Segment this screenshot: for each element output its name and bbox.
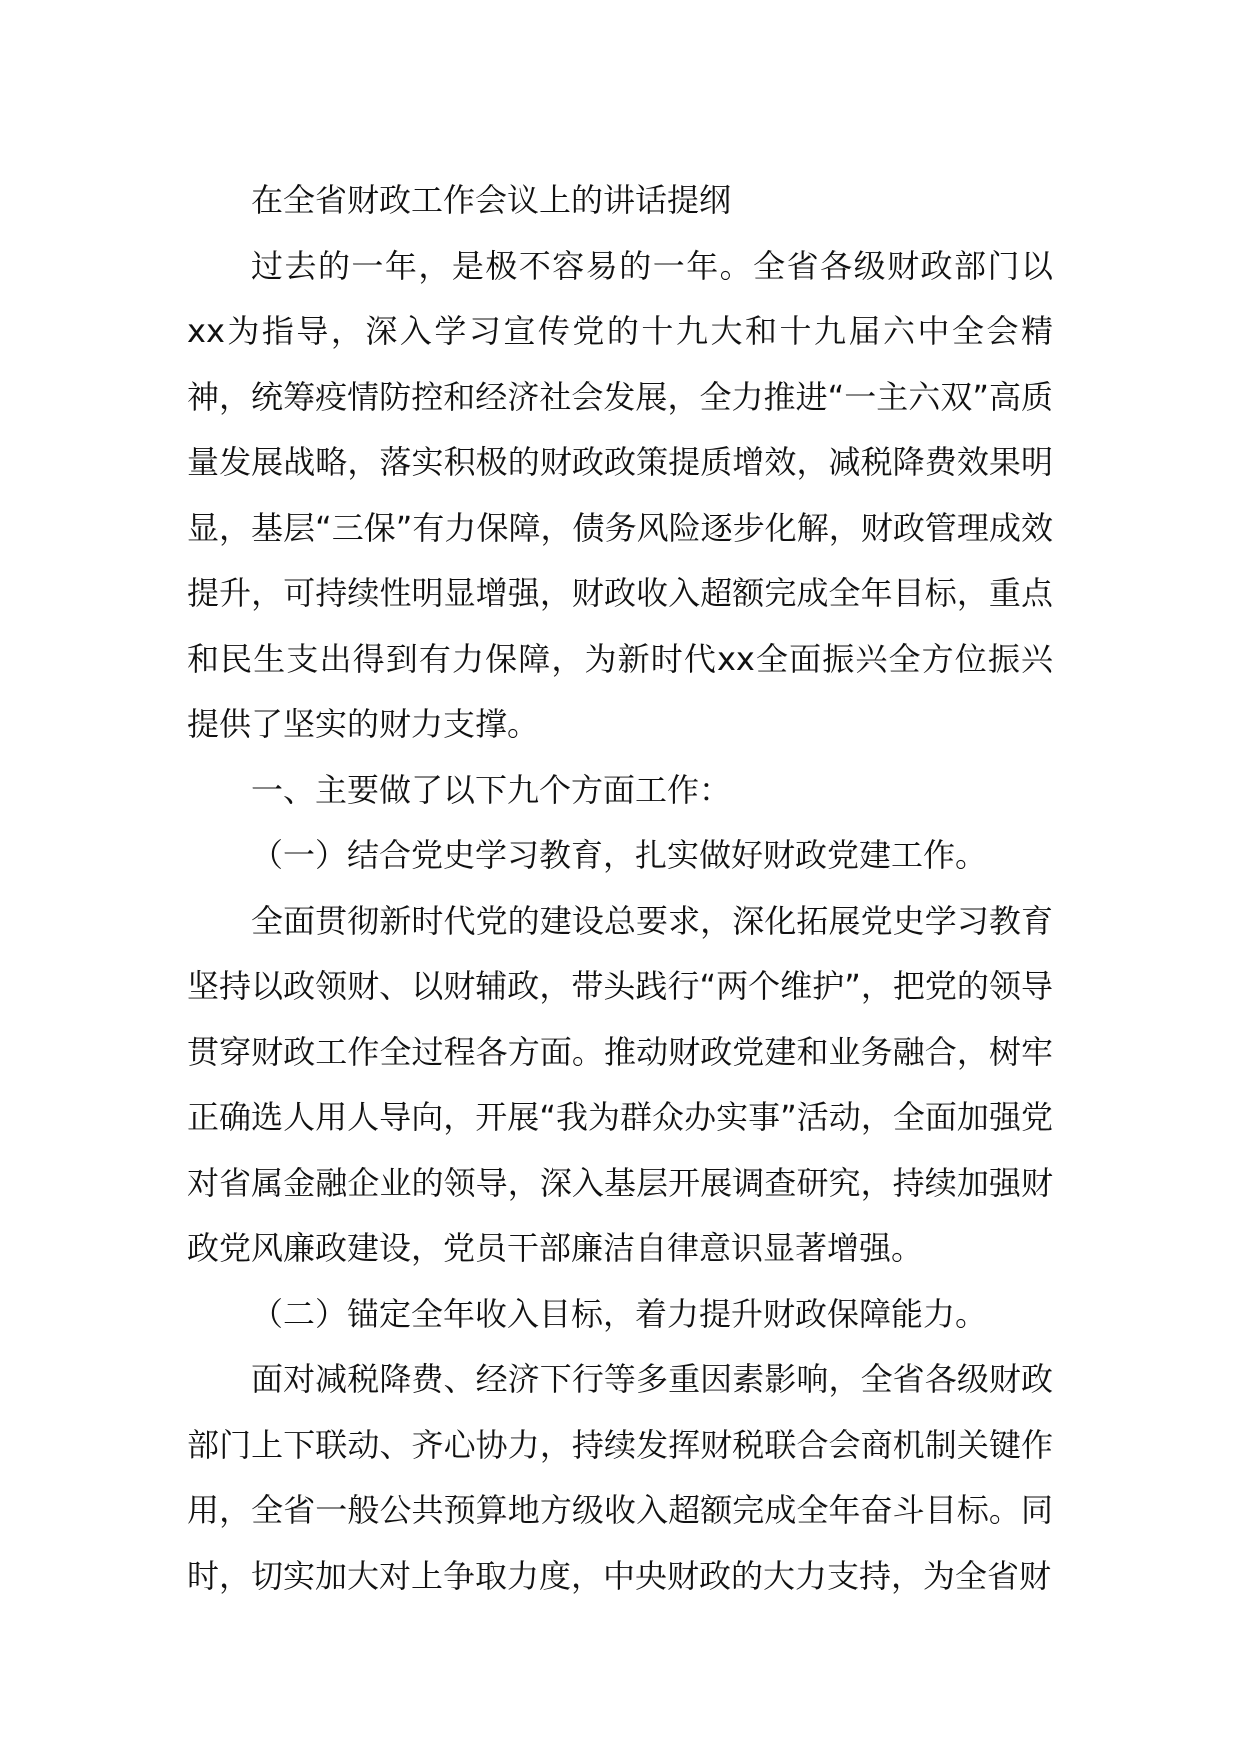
paragraph-party-building: 全面贯彻新时代党的建设总要求，深化拓展党史学习教育坚持以政领财、以财辅政，带头践行“两个维护”，把党的领导贯穿财政工作全过程各方面。推动财政党建和业务融合，树牢正确选人用人导向，开展“我为群众办实事”活动，全面加强党对省属金融企业的领导，深入基层开展调查研究，持续加强财政党风廉政建设，党员干部廉洁自律意识显著增强。 [187,901,1053,1267]
paragraph-intro: 过去的一年，是极不容易的一年。全省各级财政部门以xx为指导，深入学习宣传党的十九大和十九届六中全会精神，统筹疫情防控和经济社会发展，全力推进“一主六双”高质量发展战略，落实积极的财政政策提质增效，减税降费效果明显，基层“三保”有力保障，债务风险逐步化解，财政管理成效提升，可持续性明显增强，财政收入超额完成全年目标，重点和民生支出得到有力保障，为新时代xx全面振兴全方位振兴提供了坚实的财力支撑。 [187,246,1053,743]
subsection-heading-1: （一）结合党史学习教育，扎实做好财政党建工作。 [251,836,988,874]
subsection-heading-2: （二）锚定全年收入目标，着力提升财政保障能力。 [251,1294,988,1333]
section-heading-work: 一、主要做了以下九个方面工作： [251,770,732,809]
document-body [187,168,1053,1609]
document-title: 在全省财政工作会议上的讲话提纲 [251,181,732,219]
paragraph-revenue: 面对减税降费、经济下行等多重因素影响，全省各级财政部门上下联动、齐心协力，持续发挥财税联合会商机制关键作用，全省一般公共预算地方级收入超额完成全年奋斗目标。同时，切实加大对上争取力度，中央财政的大力支持，为全省财 [187,1360,1053,1595]
